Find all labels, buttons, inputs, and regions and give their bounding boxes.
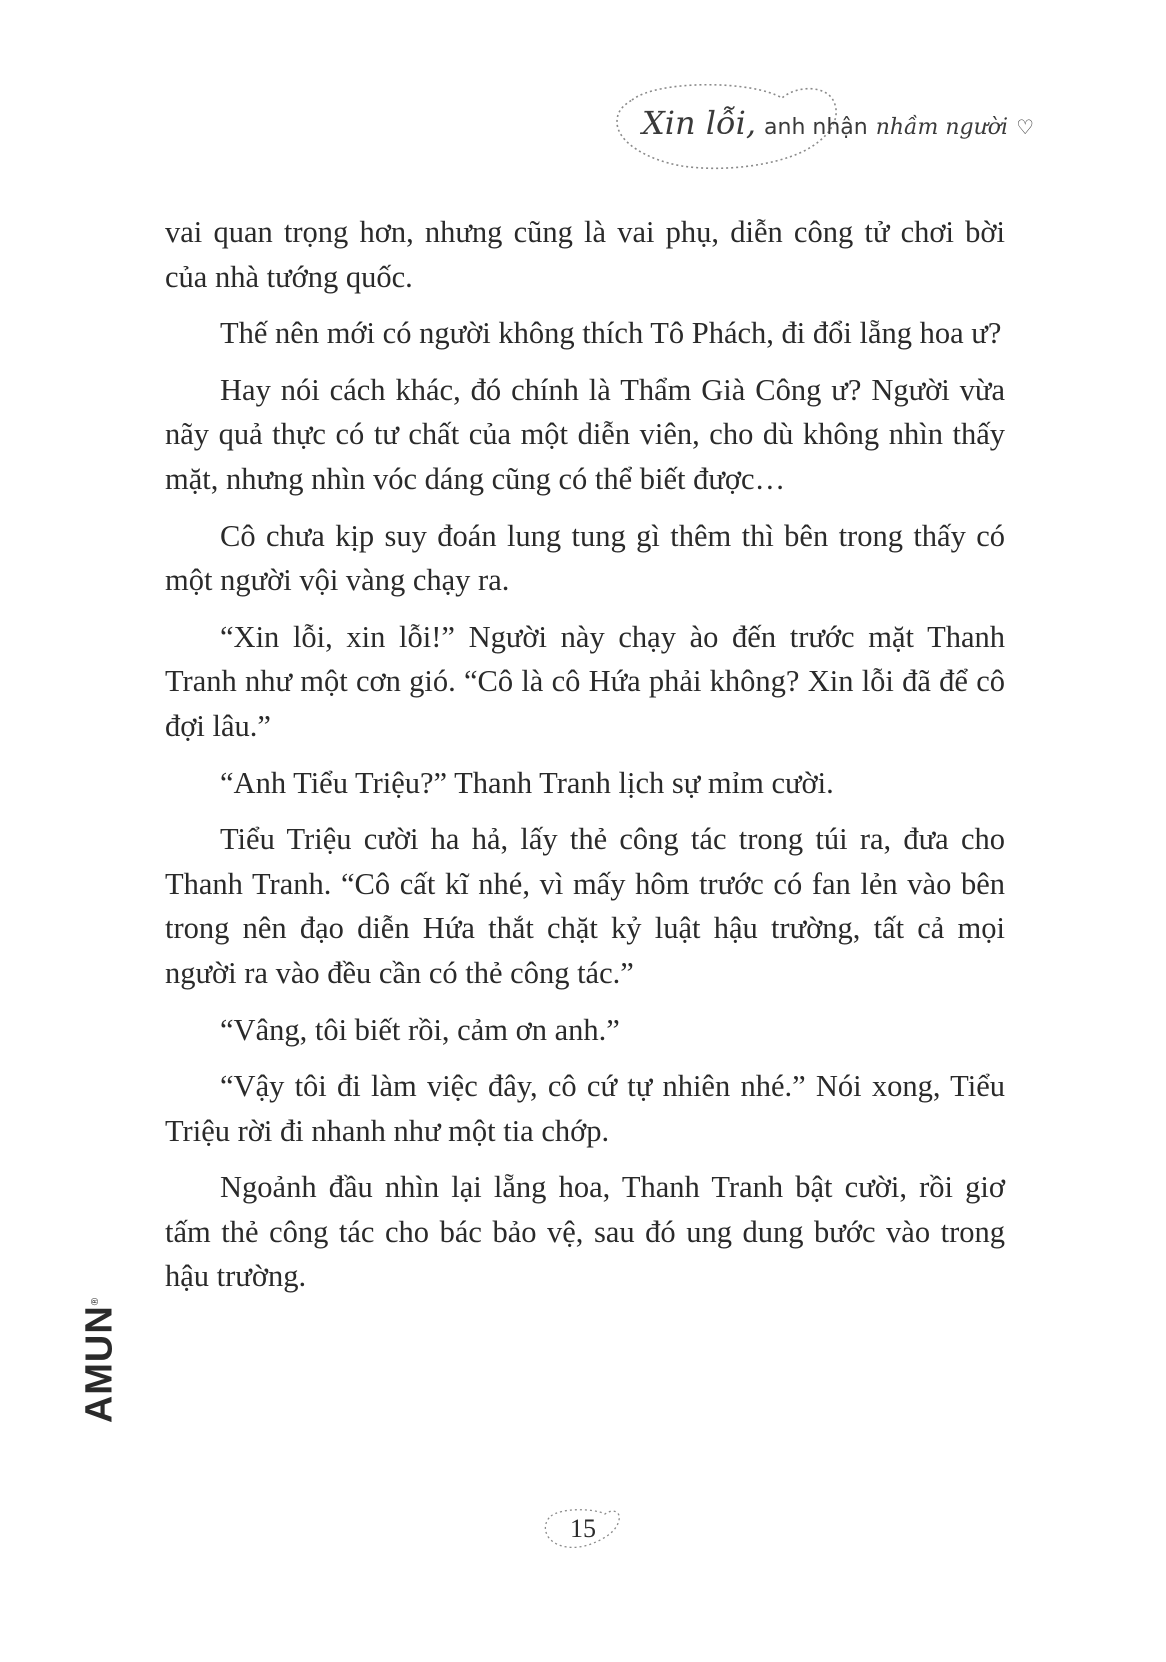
registered-mark: ® xyxy=(89,1296,101,1306)
page-number: 15 xyxy=(570,1514,596,1543)
paragraph: “Vâng, tôi biết rồi, cảm ơn anh.” xyxy=(220,1012,620,1047)
paragraph: Hay nói cách khác, đó chính là Thẩm Già Công ư? Người vừa nãy quả thực có tư chất của một diễn viên, cho dù không nhìn thấy mặt, nhưng nhìn vóc dáng cũng có thể biết được… xyxy=(165,372,1005,496)
publisher-logo-text: AMUN xyxy=(78,1305,121,1424)
publisher-logo xyxy=(79,1297,122,1423)
paragraph: “Vậy tôi đi làm việc đây, cô cứ tự nhiên nhé.” Nói xong, Tiểu Triệu rời đi nhanh như một tia chớp. xyxy=(165,1069,1005,1148)
paragraph: Ngoảnh đầu nhìn lại lẵng hoa, Thanh Tranh bật cười, rồi giơ tấm thẻ công tác cho bác bảo vệ, sau đó ung dung bước vào trong hậu trường. xyxy=(165,1170,1005,1294)
paragraph: vai quan trọng hơn, nhưng cũng là vai phụ, diễn công tử chơi bời của nhà tướng quốc. xyxy=(165,215,1005,294)
heart-icon: ♡ xyxy=(1016,115,1035,139)
header-title-script: Xin lỗi, xyxy=(642,104,757,142)
paragraph: Tiểu Triệu cười ha hả, lấy thẻ công tác trong túi ra, đưa cho Thanh Tranh. “Cô cất kĩ nhé, vì mấy hôm trước có fan lẻn vào bên trong nên đạo diễn Hứa thắt chặt kỷ luật hậu trường, tất cả mọi người ra vào đều cần có thẻ công tác.” xyxy=(165,822,1005,990)
paragraph: Cô chưa kịp suy đoán lung tung gì thêm thì bên trong thấy có một người vội vàng chạy ra. xyxy=(165,518,1005,598)
paragraph: Thế nên mới có người không thích Tô Phách, đi đổi lẵng hoa ư? xyxy=(220,316,1002,351)
header-title-plain: anh nhận xyxy=(764,115,868,140)
paragraph: “Anh Tiểu Triệu?” Thanh Tranh lịch sự mỉm cười. xyxy=(220,765,834,800)
page-number-badge xyxy=(543,1506,623,1552)
body-text xyxy=(165,210,1005,1311)
running-header xyxy=(612,80,1035,180)
header-title-script-2: nhầm người xyxy=(875,115,1009,140)
paragraph: “Xin lỗi, xin lỗi!” Người này chạy ào đến trước mặt Thanh Tranh như một cơn gió. “Cô là cô Hứa phải không? Xin lỗi đã để cô đợi lâu.” xyxy=(165,619,1005,743)
